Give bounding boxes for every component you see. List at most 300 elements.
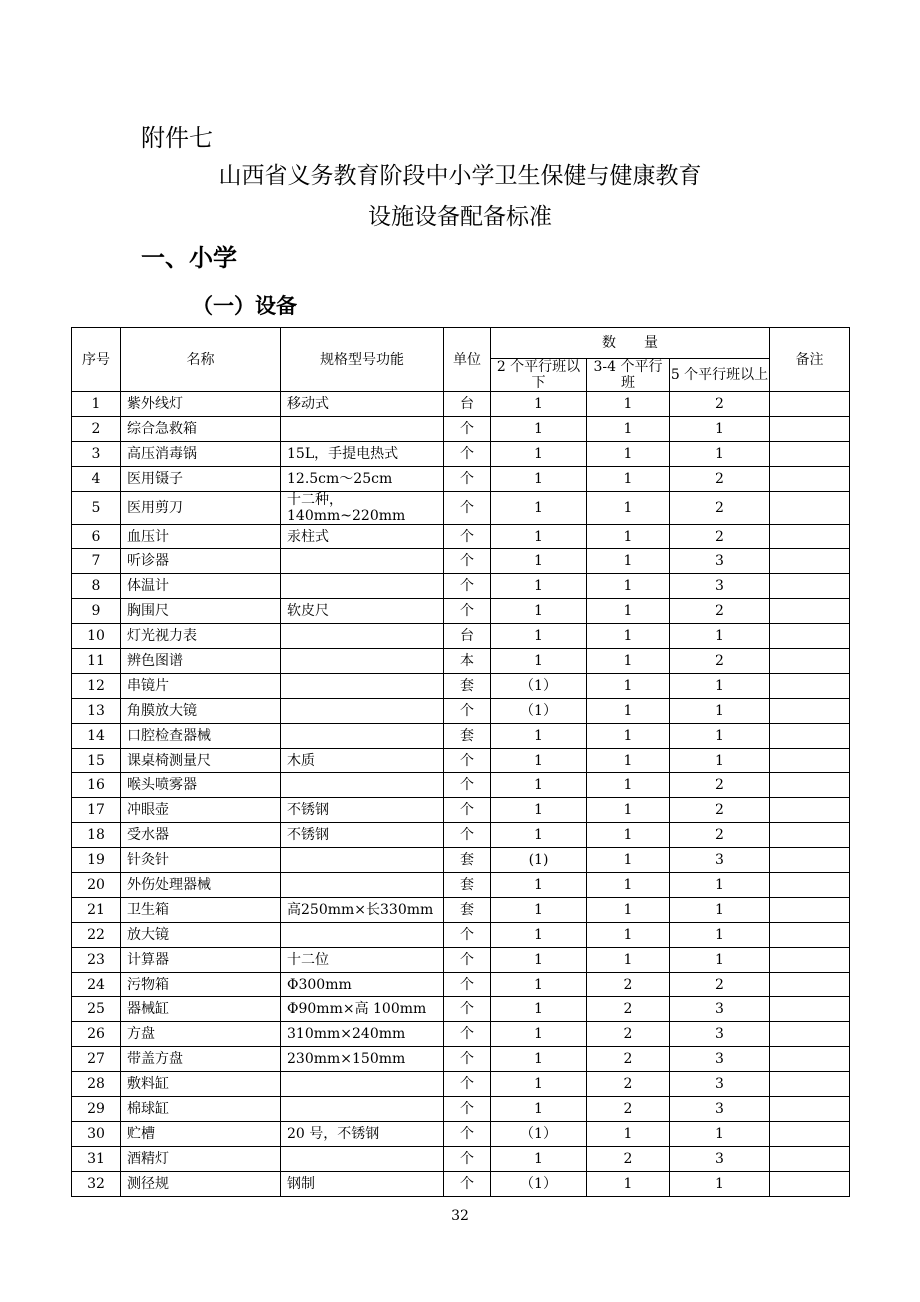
row-qty-medium: 1 [587, 392, 670, 417]
row-remark [770, 624, 850, 649]
row-qty-medium: 1 [587, 466, 670, 491]
row-spec: 汞柱式 [281, 524, 444, 549]
row-index: 32 [72, 1171, 121, 1196]
row-qty-large: 3 [670, 574, 770, 599]
row-qty-large: 3 [670, 997, 770, 1022]
row-unit: 个 [444, 1022, 491, 1047]
row-remark [770, 947, 850, 972]
row-qty-small: 1 [491, 1097, 587, 1122]
row-qty-large: 1 [670, 1171, 770, 1196]
row-spec: Φ90mm×高 100mm [281, 997, 444, 1022]
row-qty-medium: 1 [587, 947, 670, 972]
row-spec [281, 1072, 444, 1097]
table-row [72, 549, 850, 574]
document-title-line1: 山西省义务教育阶段中小学卫生保健与健康教育 [218, 163, 702, 189]
row-name: 带盖方盘 [121, 1047, 281, 1072]
row-qty-medium: 2 [587, 972, 670, 997]
row-index: 2 [72, 416, 121, 441]
row-qty-large: 1 [670, 416, 770, 441]
row-name: 综合急救箱 [121, 416, 281, 441]
row-remark [770, 392, 850, 417]
row-index: 6 [72, 524, 121, 549]
table-row [72, 723, 850, 748]
table-row [72, 1121, 850, 1146]
row-qty-large: 1 [670, 723, 770, 748]
row-index: 23 [72, 947, 121, 972]
row-qty-small: （1） [491, 1121, 587, 1146]
row-index: 1 [72, 392, 121, 417]
row-index: 14 [72, 723, 121, 748]
row-qty-medium: 1 [587, 649, 670, 674]
row-unit: 个 [444, 1146, 491, 1171]
row-qty-medium: 2 [587, 1047, 670, 1072]
table-row [72, 848, 850, 873]
table-row [72, 1171, 850, 1196]
row-spec: 310mm×240mm [281, 1022, 444, 1047]
row-name: 贮槽 [121, 1121, 281, 1146]
row-qty-medium: 1 [587, 574, 670, 599]
row-qty-medium: 2 [587, 1022, 670, 1047]
row-qty-large: 2 [670, 773, 770, 798]
row-qty-medium: 1 [587, 1121, 670, 1146]
table-row [72, 599, 850, 624]
row-qty-medium: 2 [587, 1146, 670, 1171]
row-qty-medium: 1 [587, 549, 670, 574]
header-q3: 5 个平行班以上 [670, 359, 770, 392]
header-unit: 单位 [444, 328, 491, 392]
row-name: 体温计 [121, 574, 281, 599]
table-row [72, 698, 850, 723]
table-row [72, 491, 850, 524]
row-unit: 个 [444, 798, 491, 823]
header-spec: 规格型号功能 [281, 328, 444, 392]
row-qty-medium: 1 [587, 491, 670, 524]
row-qty-small: （1） [491, 673, 587, 698]
row-remark [770, 524, 850, 549]
row-qty-medium: 1 [587, 922, 670, 947]
row-name: 冲眼壶 [121, 798, 281, 823]
row-qty-small: 1 [491, 549, 587, 574]
row-unit: 台 [444, 392, 491, 417]
row-index: 18 [72, 823, 121, 848]
row-name: 棉球缸 [121, 1097, 281, 1122]
row-index: 30 [72, 1121, 121, 1146]
row-name: 医用剪刀 [121, 491, 281, 524]
row-qty-large: 2 [670, 491, 770, 524]
table-row [72, 798, 850, 823]
row-qty-small: 1 [491, 723, 587, 748]
row-qty-medium: 1 [587, 599, 670, 624]
table-row [72, 1047, 850, 1072]
row-qty-medium: 1 [587, 773, 670, 798]
row-index: 9 [72, 599, 121, 624]
row-remark [770, 748, 850, 773]
row-unit: 个 [444, 748, 491, 773]
row-qty-small: 1 [491, 392, 587, 417]
table-row [72, 773, 850, 798]
row-qty-medium: 1 [587, 873, 670, 898]
row-name: 酒精灯 [121, 1146, 281, 1171]
header-remark: 备注 [770, 328, 850, 392]
table-row [72, 574, 850, 599]
row-qty-large: 2 [670, 466, 770, 491]
row-remark [770, 673, 850, 698]
table-row [72, 873, 850, 898]
row-name: 污物箱 [121, 972, 281, 997]
row-index: 29 [72, 1097, 121, 1122]
section-heading-primary: 一、小学 [141, 244, 237, 272]
row-unit: 个 [444, 466, 491, 491]
row-unit: 个 [444, 549, 491, 574]
row-index: 28 [72, 1072, 121, 1097]
row-qty-large: 1 [670, 748, 770, 773]
row-index: 3 [72, 441, 121, 466]
row-qty-small: 1 [491, 649, 587, 674]
header-quantity: 数 量 [491, 328, 770, 359]
row-unit: 个 [444, 524, 491, 549]
row-qty-large: 2 [670, 392, 770, 417]
row-name: 紫外线灯 [121, 392, 281, 417]
row-index: 20 [72, 873, 121, 898]
row-unit: 个 [444, 823, 491, 848]
row-index: 8 [72, 574, 121, 599]
table-row [72, 1097, 850, 1122]
row-spec: 不锈钢 [281, 798, 444, 823]
row-qty-large: 1 [670, 947, 770, 972]
row-remark [770, 773, 850, 798]
row-qty-large: 2 [670, 798, 770, 823]
row-qty-large: 2 [670, 823, 770, 848]
row-unit: 套 [444, 723, 491, 748]
row-remark [770, 574, 850, 599]
row-qty-large: 3 [670, 1097, 770, 1122]
row-unit: 个 [444, 491, 491, 524]
row-unit: 个 [444, 922, 491, 947]
row-spec: 移动式 [281, 392, 444, 417]
row-index: 5 [72, 491, 121, 524]
header-q1: 2 个平行班以下 [491, 359, 587, 392]
row-name: 胸围尺 [121, 599, 281, 624]
row-remark [770, 1097, 850, 1122]
table-row [72, 392, 850, 417]
section-heading-equipment: （一）设备 [192, 294, 297, 318]
row-index: 27 [72, 1047, 121, 1072]
row-index: 25 [72, 997, 121, 1022]
row-qty-medium: 2 [587, 1072, 670, 1097]
row-qty-small: 1 [491, 574, 587, 599]
row-remark [770, 416, 850, 441]
row-unit: 个 [444, 1121, 491, 1146]
row-qty-small: 1 [491, 972, 587, 997]
row-qty-small: 1 [491, 624, 587, 649]
row-spec: 软皮尺 [281, 599, 444, 624]
row-qty-medium: 1 [587, 624, 670, 649]
row-qty-large: 2 [670, 972, 770, 997]
row-name: 血压计 [121, 524, 281, 549]
row-qty-medium: 1 [587, 1171, 670, 1196]
row-spec: Φ300mm [281, 972, 444, 997]
row-spec [281, 1146, 444, 1171]
row-remark [770, 1146, 850, 1171]
row-name: 辨色图谱 [121, 649, 281, 674]
row-remark [770, 549, 850, 574]
row-index: 12 [72, 673, 121, 698]
row-spec: 十二位 [281, 947, 444, 972]
row-name: 器械缸 [121, 997, 281, 1022]
row-spec [281, 416, 444, 441]
row-qty-small: 1 [491, 748, 587, 773]
table-header-row [72, 328, 850, 359]
row-spec [281, 549, 444, 574]
row-qty-large: 1 [670, 1121, 770, 1146]
page-number: 32 [451, 1208, 469, 1224]
row-qty-small: (1) [491, 848, 587, 873]
row-spec: 不锈钢 [281, 823, 444, 848]
row-qty-small: 1 [491, 873, 587, 898]
row-unit: 个 [444, 574, 491, 599]
row-remark [770, 723, 850, 748]
row-qty-small: 1 [491, 997, 587, 1022]
row-remark [770, 798, 850, 823]
table-row [72, 997, 850, 1022]
row-qty-small: 1 [491, 441, 587, 466]
row-unit: 个 [444, 416, 491, 441]
row-name: 计算器 [121, 947, 281, 972]
row-qty-large: 1 [670, 897, 770, 922]
row-name: 受水器 [121, 823, 281, 848]
table-row [72, 441, 850, 466]
row-unit: 个 [444, 1097, 491, 1122]
equipment-table [71, 327, 850, 1197]
row-qty-medium: 1 [587, 823, 670, 848]
row-name: 测径规 [121, 1171, 281, 1196]
row-name: 灯光视力表 [121, 624, 281, 649]
table-row [72, 1072, 850, 1097]
row-qty-medium: 1 [587, 798, 670, 823]
row-name: 口腔检查器械 [121, 723, 281, 748]
row-spec [281, 574, 444, 599]
table-row [72, 649, 850, 674]
row-qty-large: 3 [670, 1072, 770, 1097]
row-spec: 高250mm×长330mm [281, 897, 444, 922]
row-spec [281, 1097, 444, 1122]
row-name: 医用镊子 [121, 466, 281, 491]
row-name: 方盘 [121, 1022, 281, 1047]
row-qty-small: 1 [491, 599, 587, 624]
row-index: 7 [72, 549, 121, 574]
row-qty-small: 1 [491, 922, 587, 947]
table-row [72, 416, 850, 441]
row-qty-medium: 1 [587, 524, 670, 549]
row-qty-small: 1 [491, 1022, 587, 1047]
table-row [72, 1146, 850, 1171]
row-index: 11 [72, 649, 121, 674]
row-qty-medium: 2 [587, 1097, 670, 1122]
row-spec [281, 873, 444, 898]
row-qty-medium: 1 [587, 848, 670, 873]
row-qty-large: 3 [670, 1022, 770, 1047]
row-name: 针灸针 [121, 848, 281, 873]
row-remark [770, 997, 850, 1022]
row-spec: 12.5cm～25cm [281, 466, 444, 491]
row-qty-medium: 1 [587, 673, 670, 698]
row-spec: 钢制 [281, 1171, 444, 1196]
row-remark [770, 649, 850, 674]
row-index: 26 [72, 1022, 121, 1047]
row-unit: 个 [444, 441, 491, 466]
table-row [72, 947, 850, 972]
row-unit: 套 [444, 897, 491, 922]
row-remark [770, 466, 850, 491]
row-remark [770, 848, 850, 873]
row-qty-small: 1 [491, 491, 587, 524]
row-spec: 木质 [281, 748, 444, 773]
row-spec [281, 723, 444, 748]
row-unit: 个 [444, 698, 491, 723]
row-name: 听诊器 [121, 549, 281, 574]
row-qty-small: （1） [491, 698, 587, 723]
row-qty-medium: 1 [587, 698, 670, 723]
row-unit: 个 [444, 1047, 491, 1072]
row-index: 15 [72, 748, 121, 773]
row-name: 课桌椅测量尺 [121, 748, 281, 773]
table-row [72, 524, 850, 549]
row-qty-medium: 2 [587, 997, 670, 1022]
row-spec [281, 673, 444, 698]
row-qty-large: 2 [670, 649, 770, 674]
row-unit: 个 [444, 972, 491, 997]
row-qty-small: 1 [491, 947, 587, 972]
header-q2: 3-4 个平行班 [587, 359, 670, 392]
row-qty-medium: 1 [587, 441, 670, 466]
table-row [72, 748, 850, 773]
row-name: 卫生箱 [121, 897, 281, 922]
row-qty-large: 1 [670, 698, 770, 723]
row-qty-large: 3 [670, 848, 770, 873]
row-qty-small: 1 [491, 1146, 587, 1171]
row-remark [770, 1171, 850, 1196]
row-spec [281, 624, 444, 649]
row-qty-small: 1 [491, 823, 587, 848]
table-row [72, 922, 850, 947]
row-spec: 230mm×150mm [281, 1047, 444, 1072]
row-qty-small: 1 [491, 798, 587, 823]
row-unit: 个 [444, 1072, 491, 1097]
row-name: 敷料缸 [121, 1072, 281, 1097]
row-remark [770, 599, 850, 624]
row-qty-small: 1 [491, 773, 587, 798]
table-row [72, 466, 850, 491]
row-unit: 套 [444, 673, 491, 698]
row-spec: 15L，手提电热式 [281, 441, 444, 466]
table-body [72, 392, 850, 1197]
row-name: 外伤处理器械 [121, 873, 281, 898]
row-spec [281, 773, 444, 798]
row-remark [770, 1072, 850, 1097]
row-name: 喉头喷雾器 [121, 773, 281, 798]
row-remark [770, 491, 850, 524]
row-unit: 本 [444, 649, 491, 674]
row-spec: 十二种，140mm~220mm [281, 491, 444, 524]
header-index: 序号 [72, 328, 121, 392]
row-qty-medium: 1 [587, 897, 670, 922]
row-remark [770, 698, 850, 723]
row-index: 19 [72, 848, 121, 873]
row-spec [281, 698, 444, 723]
row-qty-small: 1 [491, 897, 587, 922]
row-spec: 20 号，不锈钢 [281, 1121, 444, 1146]
row-qty-medium: 1 [587, 723, 670, 748]
row-unit: 套 [444, 848, 491, 873]
row-qty-large: 3 [670, 1047, 770, 1072]
row-qty-small: 1 [491, 1047, 587, 1072]
row-index: 16 [72, 773, 121, 798]
row-unit: 套 [444, 873, 491, 898]
table-row [72, 1022, 850, 1047]
row-spec [281, 922, 444, 947]
row-qty-small: 1 [491, 416, 587, 441]
row-remark [770, 972, 850, 997]
row-remark [770, 1047, 850, 1072]
row-remark [770, 1022, 850, 1047]
row-index: 17 [72, 798, 121, 823]
row-qty-small: 1 [491, 466, 587, 491]
row-index: 31 [72, 1146, 121, 1171]
row-remark [770, 873, 850, 898]
row-spec [281, 649, 444, 674]
table-row [72, 897, 850, 922]
row-qty-large: 1 [670, 673, 770, 698]
row-remark [770, 922, 850, 947]
row-unit: 个 [444, 1171, 491, 1196]
table-row [72, 624, 850, 649]
row-index: 4 [72, 466, 121, 491]
attachment-label: 附件七 [141, 124, 213, 152]
header-name: 名称 [121, 328, 281, 392]
row-index: 10 [72, 624, 121, 649]
row-qty-medium: 1 [587, 416, 670, 441]
row-unit: 个 [444, 947, 491, 972]
table-row [72, 823, 850, 848]
row-remark [770, 823, 850, 848]
row-qty-large: 2 [670, 524, 770, 549]
row-spec [281, 848, 444, 873]
row-qty-large: 3 [670, 1146, 770, 1171]
row-remark [770, 1121, 850, 1146]
row-qty-large: 3 [670, 549, 770, 574]
row-unit: 台 [444, 624, 491, 649]
row-qty-large: 1 [670, 922, 770, 947]
row-qty-large: 1 [670, 441, 770, 466]
row-index: 24 [72, 972, 121, 997]
table-row [72, 673, 850, 698]
row-qty-large: 1 [670, 873, 770, 898]
row-qty-large: 1 [670, 624, 770, 649]
row-remark [770, 441, 850, 466]
row-unit: 个 [444, 997, 491, 1022]
row-name: 放大镜 [121, 922, 281, 947]
row-index: 22 [72, 922, 121, 947]
document-title-line2: 设施设备配备标准 [368, 204, 552, 230]
row-remark [770, 897, 850, 922]
row-index: 21 [72, 897, 121, 922]
row-index: 13 [72, 698, 121, 723]
row-qty-small: 1 [491, 1072, 587, 1097]
row-qty-small: （1） [491, 1171, 587, 1196]
row-name: 串镜片 [121, 673, 281, 698]
row-unit: 个 [444, 599, 491, 624]
table-row [72, 972, 850, 997]
